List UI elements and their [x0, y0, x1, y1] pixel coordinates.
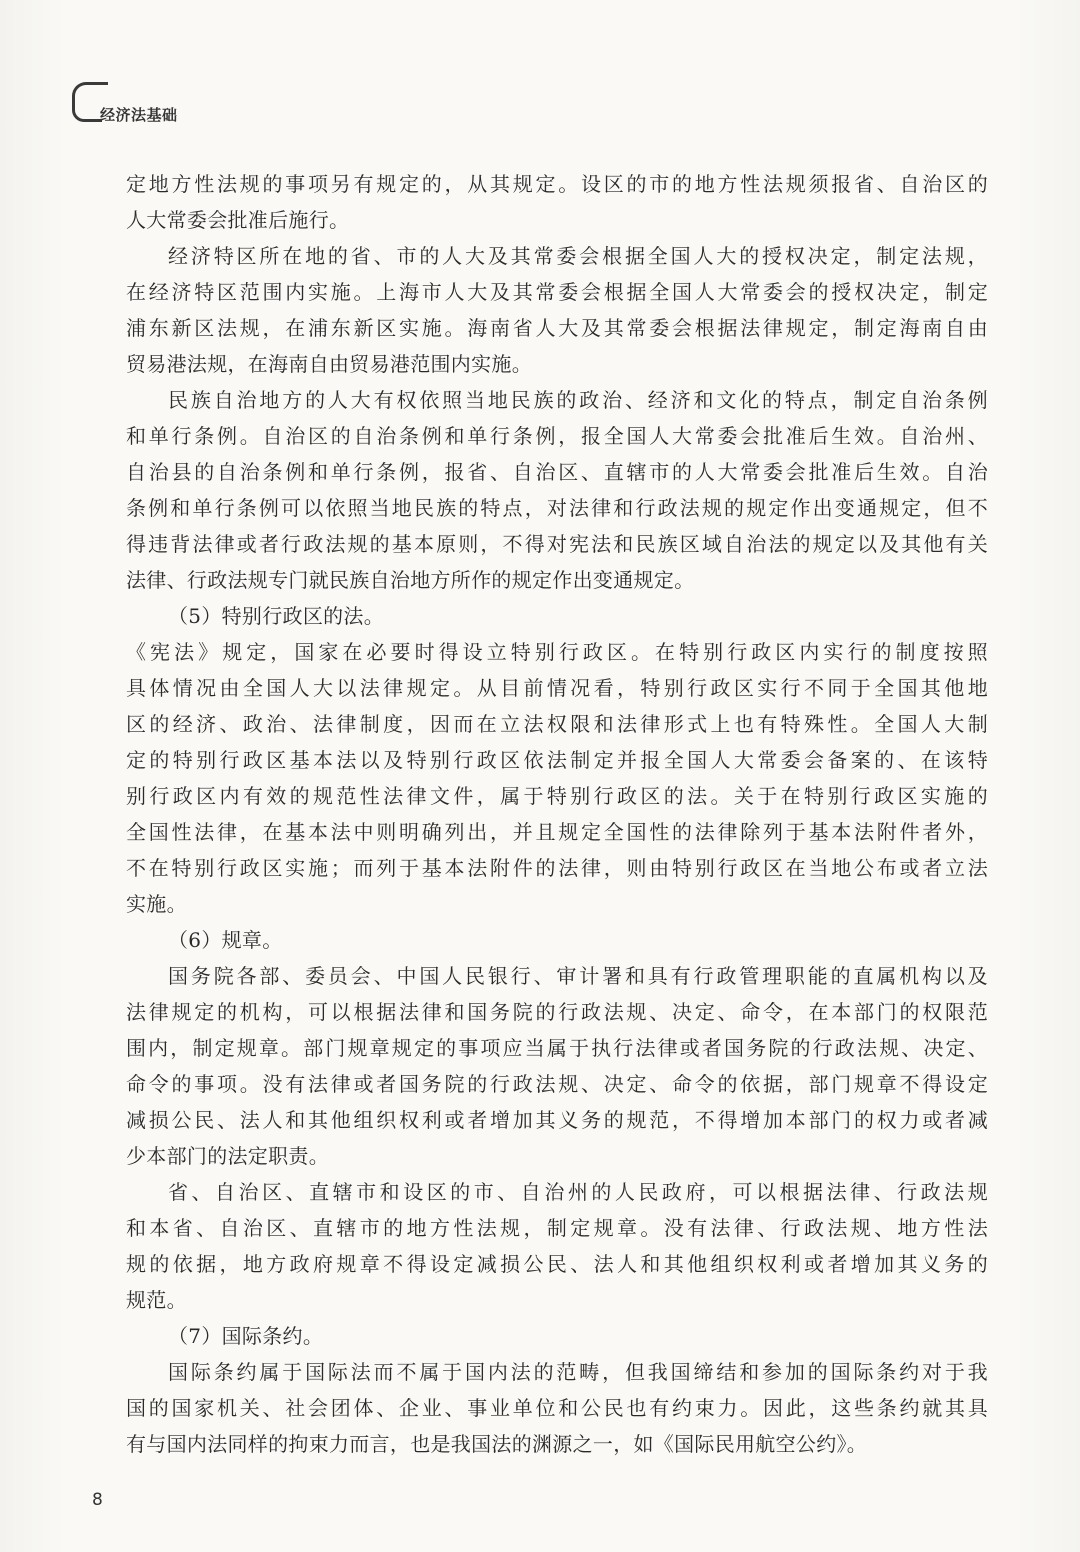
text-line: 国的国家机关、社会团体、企业、事业单位和公民也有约束力。因此，这些条约就其具 [126, 1396, 988, 1420]
text-line: 别行政区内有效的规范性法律文件，属于特别行政区的法。关于在特别行政区实施的 [126, 784, 988, 808]
text-line: （5）特别行政区的法。 [168, 604, 385, 628]
text-line: 围内，制定规章。部门规章规定的事项应当属于执行法律或者国务院的行政法规、决定、 [126, 1036, 988, 1060]
text-line: 命令的事项。没有法律或者国务院的行政法规、决定、命令的依据，部门规章不得设定 [126, 1072, 988, 1096]
text-line: 浦东新区法规，在浦东新区实施。海南省人大及其常委会根据法律规定，制定海南自由 [126, 316, 988, 340]
text-line: 省、自治区、直辖市和设区的市、自治州的人民政府，可以根据法律、行政法规 [168, 1180, 988, 1204]
text-line: 少本部门的法定职责。 [126, 1144, 329, 1168]
header-title: 经济法基础 [100, 106, 178, 124]
text-line: 具体情况由全国人大以法律规定。从目前情况看，特别行政区实行不同于全国其他地 [126, 676, 988, 700]
text-line: 减损公民、法人和其他组织权利或者增加其义务的规范，不得增加本部门的权力或者减 [126, 1108, 988, 1132]
text-line: 和单行条例。自治区的自治条例和单行条例，报全国人大常委会批准后生效。自治州、 [126, 424, 988, 448]
text-line: 不在特别行政区实施；而列于基本法附件的法律，则由特别行政区在当地公布或者立法 [126, 856, 988, 880]
text-line: 全国性法律，在基本法中则明确列出，并且规定全国性的法律除列于基本法附件者外， [126, 820, 988, 844]
text-line: 在经济特区范围内实施。上海市人大及其常委会根据全国人大常委会的授权决定，制定 [126, 280, 988, 304]
text-line: 和本省、自治区、直辖市的地方性法规，制定规章。没有法律、行政法规、地方性法 [126, 1216, 988, 1240]
text-line: 人大常委会批准后施行。 [126, 208, 350, 232]
text-line: 《宪法》规定，国家在必要时得设立特别行政区。在特别行政区内实行的制度按照 [126, 640, 988, 664]
text-line: （7）国际条约。 [168, 1324, 324, 1348]
text-line: 有与国内法同样的拘束力而言，也是我国法的渊源之一，如《国际民用航空公约》。 [126, 1432, 868, 1456]
text-line: 自治县的自治条例和单行条例，报省、自治区、直辖市的人大常委会批准后生效。自治 [126, 460, 988, 484]
text-line: 实施。 [126, 892, 187, 916]
text-line: 得违背法律或者行政法规的基本原则，不得对宪法和民族区域自治法的规定以及其他有关 [126, 532, 988, 556]
text-line: 法律规定的机构，可以根据法律和国务院的行政法规、决定、命令，在本部门的权限范 [126, 1000, 988, 1024]
running-header [72, 82, 332, 128]
text-line: 国务院各部、委员会、中国人民银行、审计署和具有行政管理职能的直属机构以及 [168, 964, 988, 988]
header-bracket-ornament [72, 82, 102, 122]
text-line: 法律、行政法规专门就民族自治地方所作的规定作出变通规定。 [126, 568, 695, 592]
text-line: 定地方性法规的事项另有规定的，从其规定。设区的市的地方性法规须报省、自治区的 [126, 172, 988, 196]
text-line: （6）规章。 [168, 928, 283, 952]
text-line: 国际条约属于国际法而不属于国内法的范畴，但我国缔结和参加的国际条约对于我 [168, 1360, 988, 1384]
text-line: 贸易港法规，在海南自由贸易港范围内实施。 [126, 352, 532, 376]
body-text [126, 166, 988, 1462]
text-line: 规范。 [126, 1288, 187, 1312]
text-line: 规的依据，地方政府规章不得设定减损公民、法人和其他组织权利或者增加其义务的 [126, 1252, 988, 1276]
text-line: 定的特别行政区基本法以及特别行政区依法制定并报全国人大常委会备案的、在该特 [126, 748, 988, 772]
page-number: 8 [92, 1490, 103, 1510]
text-line: 区的经济、政治、法律制度，因而在立法权限和法律形式上也有特殊性。全国人大制 [126, 712, 988, 736]
text-line: 经济特区所在地的省、市的人大及其常委会根据全国人大的授权决定，制定法规， [168, 244, 988, 268]
text-line: 民族自治地方的人大有权依照当地民族的政治、经济和文化的特点，制定自治条例 [168, 388, 988, 412]
text-line: 条例和单行条例可以依照当地民族的特点，对法律和行政法规的规定作出变通规定，但不 [126, 496, 988, 520]
